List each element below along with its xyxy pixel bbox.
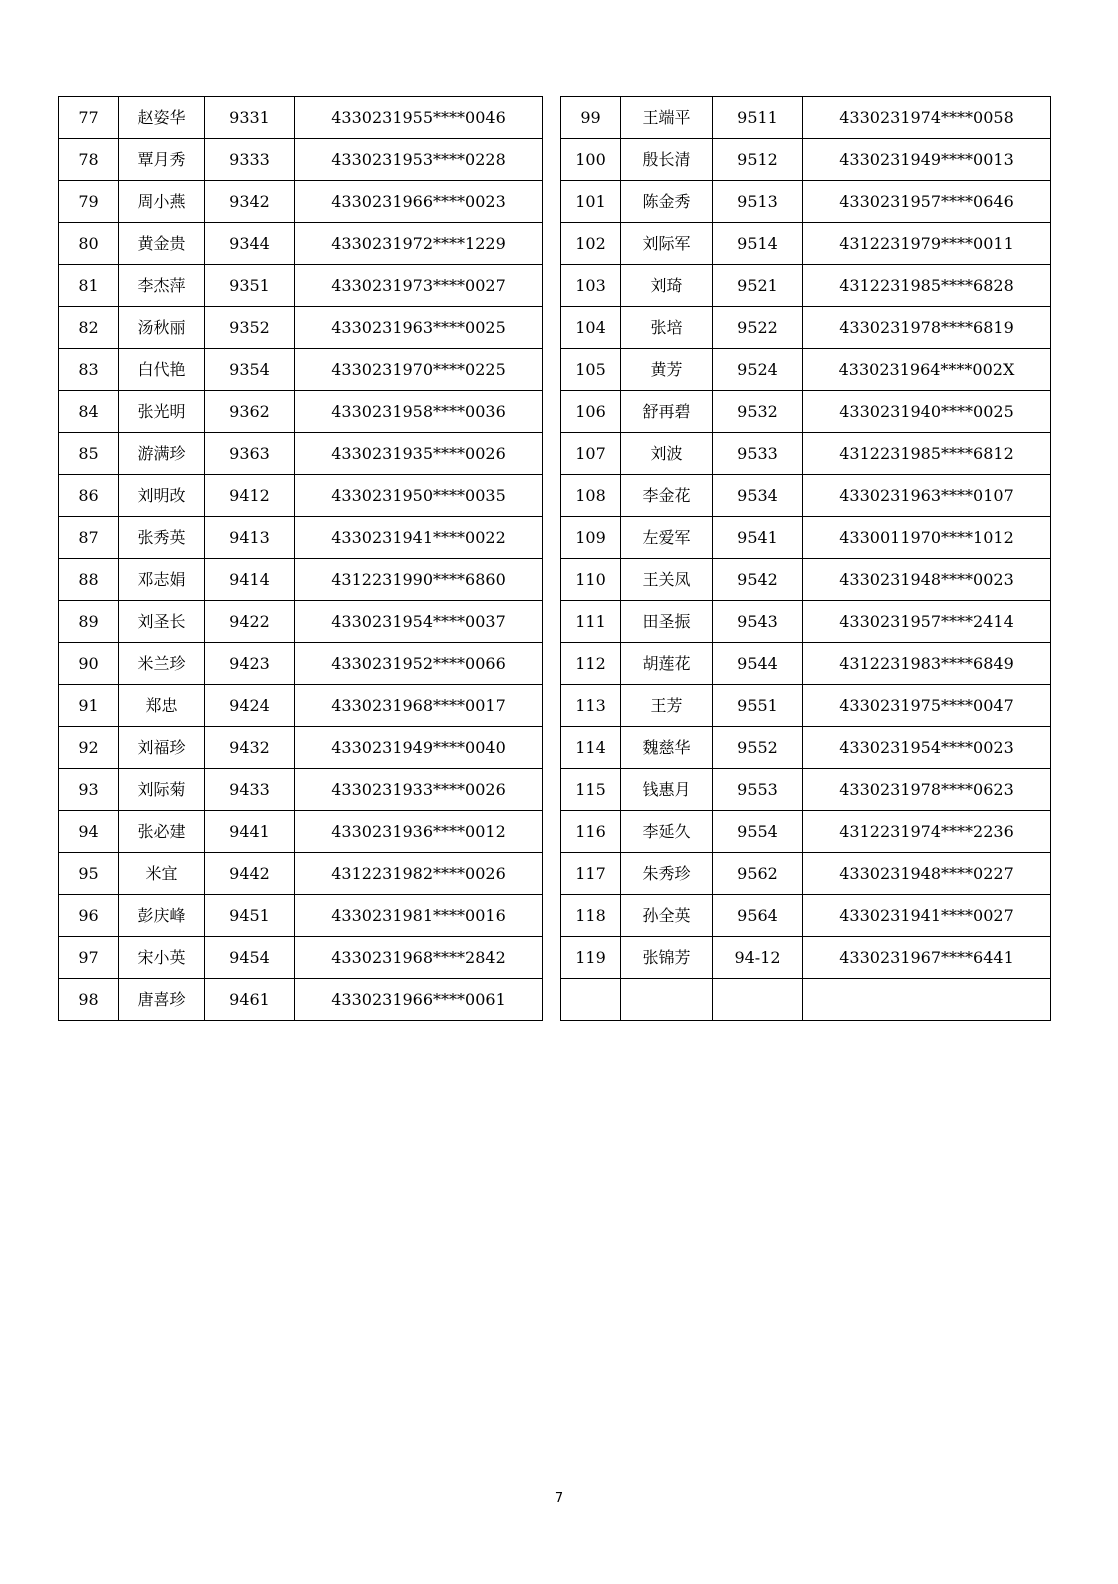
code-cell: 9414 xyxy=(205,559,295,601)
table-row xyxy=(59,349,543,391)
row-number-cell: 83 xyxy=(59,349,119,391)
table-row xyxy=(59,517,543,559)
table-row xyxy=(59,769,543,811)
code-cell: 9362 xyxy=(205,391,295,433)
code-cell: 9512 xyxy=(713,139,803,181)
table-row xyxy=(59,895,543,937)
row-number-cell: 93 xyxy=(59,769,119,811)
row-number-cell: 89 xyxy=(59,601,119,643)
name-cell: 胡莲花 xyxy=(621,643,713,685)
id-number-cell: 4330231964****002X xyxy=(803,349,1051,391)
code-cell: 9532 xyxy=(713,391,803,433)
table-row xyxy=(561,349,1051,391)
id-number-cell: 4330231952****0066 xyxy=(295,643,543,685)
table-row xyxy=(59,181,543,223)
name-cell: 殷长清 xyxy=(621,139,713,181)
code-cell: 9352 xyxy=(205,307,295,349)
name-cell: 舒再碧 xyxy=(621,391,713,433)
code-cell: 9333 xyxy=(205,139,295,181)
id-number-cell: 4330231941****0027 xyxy=(803,895,1051,937)
name-cell: 张锦芳 xyxy=(621,937,713,979)
name-cell: 朱秀珍 xyxy=(621,853,713,895)
name-cell: 黄金贵 xyxy=(119,223,205,265)
table-row xyxy=(561,601,1051,643)
name-cell: 郑忠 xyxy=(119,685,205,727)
name-cell: 游满珍 xyxy=(119,433,205,475)
name-cell: 米兰珍 xyxy=(119,643,205,685)
row-number-cell: 86 xyxy=(59,475,119,517)
code-cell: 9432 xyxy=(205,727,295,769)
table-row xyxy=(561,853,1051,895)
id-number-cell: 4312231985****6812 xyxy=(803,433,1051,475)
table-row xyxy=(59,601,543,643)
name-cell xyxy=(621,979,713,1021)
row-number-cell: 82 xyxy=(59,307,119,349)
row-number-cell: 87 xyxy=(59,517,119,559)
table-row xyxy=(561,979,1051,1021)
id-number-cell: 4312231982****0026 xyxy=(295,853,543,895)
code-cell: 9433 xyxy=(205,769,295,811)
row-number-cell: 95 xyxy=(59,853,119,895)
name-cell: 彭庆峰 xyxy=(119,895,205,937)
page-number: 7 xyxy=(554,1491,564,1506)
id-number-cell: 4330231970****0225 xyxy=(295,349,543,391)
code-cell: 9423 xyxy=(205,643,295,685)
name-cell: 张培 xyxy=(621,307,713,349)
id-number-cell: 4330231953****0228 xyxy=(295,139,543,181)
row-number-cell: 81 xyxy=(59,265,119,307)
id-number-cell: 4330231936****0012 xyxy=(295,811,543,853)
id-number-cell: 4330011970****1012 xyxy=(803,517,1051,559)
id-number-cell: 4330231957****0646 xyxy=(803,181,1051,223)
id-number-cell: 4330231963****0107 xyxy=(803,475,1051,517)
id-number-cell: 4330231963****0025 xyxy=(295,307,543,349)
id-number-cell: 4330231968****2842 xyxy=(295,937,543,979)
name-cell: 刘福珍 xyxy=(119,727,205,769)
row-number-cell: 80 xyxy=(59,223,119,265)
name-cell: 黄芳 xyxy=(621,349,713,391)
row-number-cell: 103 xyxy=(561,265,621,307)
table-row xyxy=(59,979,543,1021)
name-cell: 王芳 xyxy=(621,685,713,727)
id-number-cell xyxy=(803,979,1051,1021)
row-number-cell: 100 xyxy=(561,139,621,181)
name-cell: 米宜 xyxy=(119,853,205,895)
row-number-cell: 85 xyxy=(59,433,119,475)
code-cell: 9342 xyxy=(205,181,295,223)
code-cell: 9424 xyxy=(205,685,295,727)
row-number-cell: 113 xyxy=(561,685,621,727)
row-number-cell: 105 xyxy=(561,349,621,391)
name-cell: 白代艳 xyxy=(119,349,205,391)
code-cell: 9451 xyxy=(205,895,295,937)
id-number-cell: 4330231967****6441 xyxy=(803,937,1051,979)
row-number-cell: 98 xyxy=(59,979,119,1021)
name-cell: 邓志娟 xyxy=(119,559,205,601)
code-cell: 94-12 xyxy=(713,937,803,979)
roster-table-right xyxy=(560,96,1051,1021)
row-number-cell: 102 xyxy=(561,223,621,265)
code-cell: 9412 xyxy=(205,475,295,517)
name-cell: 刘际菊 xyxy=(119,769,205,811)
id-number-cell: 4330231975****0047 xyxy=(803,685,1051,727)
name-cell: 汤秋丽 xyxy=(119,307,205,349)
code-cell: 9344 xyxy=(205,223,295,265)
code-cell: 9544 xyxy=(713,643,803,685)
table-row xyxy=(561,517,1051,559)
id-number-cell: 4330231955****0046 xyxy=(295,97,543,139)
row-number-cell: 108 xyxy=(561,475,621,517)
row-number-cell: 94 xyxy=(59,811,119,853)
name-cell: 李金花 xyxy=(621,475,713,517)
table-row xyxy=(561,769,1051,811)
code-cell: 9522 xyxy=(713,307,803,349)
code-cell: 9562 xyxy=(713,853,803,895)
table-row xyxy=(59,559,543,601)
name-cell: 唐喜珍 xyxy=(119,979,205,1021)
name-cell: 李杰萍 xyxy=(119,265,205,307)
table-row xyxy=(561,685,1051,727)
table-row xyxy=(561,727,1051,769)
id-number-cell: 4330231940****0025 xyxy=(803,391,1051,433)
code-cell: 9422 xyxy=(205,601,295,643)
table-row xyxy=(561,559,1051,601)
code-cell: 9554 xyxy=(713,811,803,853)
roster-table-left xyxy=(58,96,543,1021)
code-cell: 9513 xyxy=(713,181,803,223)
table-row xyxy=(59,853,543,895)
name-cell: 孙全英 xyxy=(621,895,713,937)
table-row xyxy=(561,475,1051,517)
table-row xyxy=(561,181,1051,223)
table-row xyxy=(59,139,543,181)
name-cell: 钱惠月 xyxy=(621,769,713,811)
code-cell: 9331 xyxy=(205,97,295,139)
code-cell: 9511 xyxy=(713,97,803,139)
table-row xyxy=(561,97,1051,139)
code-cell: 9442 xyxy=(205,853,295,895)
table-row xyxy=(59,727,543,769)
row-number-cell: 114 xyxy=(561,727,621,769)
id-number-cell: 4330231948****0023 xyxy=(803,559,1051,601)
table-row xyxy=(561,937,1051,979)
name-cell: 刘际军 xyxy=(621,223,713,265)
row-number-cell: 78 xyxy=(59,139,119,181)
table-row xyxy=(59,97,543,139)
id-number-cell: 4330231981****0016 xyxy=(295,895,543,937)
code-cell: 9564 xyxy=(713,895,803,937)
code-cell: 9351 xyxy=(205,265,295,307)
name-cell: 陈金秀 xyxy=(621,181,713,223)
name-cell: 王端平 xyxy=(621,97,713,139)
table-row xyxy=(561,139,1051,181)
code-cell: 9551 xyxy=(713,685,803,727)
table-row xyxy=(59,307,543,349)
id-number-cell: 4330231973****0027 xyxy=(295,265,543,307)
id-number-cell: 4330231954****0037 xyxy=(295,601,543,643)
code-cell: 9534 xyxy=(713,475,803,517)
name-cell: 张光明 xyxy=(119,391,205,433)
id-number-cell: 4330231954****0023 xyxy=(803,727,1051,769)
table-row xyxy=(59,937,543,979)
id-number-cell: 4312231974****2236 xyxy=(803,811,1051,853)
row-number-cell: 104 xyxy=(561,307,621,349)
name-cell: 田圣振 xyxy=(621,601,713,643)
name-cell: 覃月秀 xyxy=(119,139,205,181)
table-row xyxy=(59,685,543,727)
id-number-cell: 4330231957****2414 xyxy=(803,601,1051,643)
id-number-cell: 4330231950****0035 xyxy=(295,475,543,517)
row-number-cell: 88 xyxy=(59,559,119,601)
code-cell: 9553 xyxy=(713,769,803,811)
id-number-cell: 4330231974****0058 xyxy=(803,97,1051,139)
table-row xyxy=(561,811,1051,853)
row-number-cell: 96 xyxy=(59,895,119,937)
id-number-cell: 4330231966****0023 xyxy=(295,181,543,223)
name-cell: 张必建 xyxy=(119,811,205,853)
id-number-cell: 4330231948****0227 xyxy=(803,853,1051,895)
row-number-cell: 99 xyxy=(561,97,621,139)
name-cell: 刘琦 xyxy=(621,265,713,307)
code-cell: 9521 xyxy=(713,265,803,307)
name-cell: 李延久 xyxy=(621,811,713,853)
table-row xyxy=(59,391,543,433)
table-row xyxy=(59,643,543,685)
table-row xyxy=(561,265,1051,307)
table-row xyxy=(561,391,1051,433)
id-number-cell: 4330231949****0040 xyxy=(295,727,543,769)
id-number-cell: 4330231935****0026 xyxy=(295,433,543,475)
id-number-cell: 4330231978****0623 xyxy=(803,769,1051,811)
table-row xyxy=(59,265,543,307)
id-number-cell: 4312231990****6860 xyxy=(295,559,543,601)
name-cell: 魏慈华 xyxy=(621,727,713,769)
code-cell: 9454 xyxy=(205,937,295,979)
name-cell: 张秀英 xyxy=(119,517,205,559)
row-number-cell: 118 xyxy=(561,895,621,937)
name-cell: 宋小英 xyxy=(119,937,205,979)
table-row xyxy=(59,433,543,475)
name-cell: 刘明改 xyxy=(119,475,205,517)
table-row xyxy=(561,307,1051,349)
code-cell: 9543 xyxy=(713,601,803,643)
code-cell: 9413 xyxy=(205,517,295,559)
id-number-cell: 4330231933****0026 xyxy=(295,769,543,811)
code-cell: 9441 xyxy=(205,811,295,853)
name-cell: 周小燕 xyxy=(119,181,205,223)
row-number-cell: 110 xyxy=(561,559,621,601)
id-number-cell: 4312231979****0011 xyxy=(803,223,1051,265)
row-number-cell: 90 xyxy=(59,643,119,685)
name-cell: 左爱军 xyxy=(621,517,713,559)
table-row xyxy=(561,895,1051,937)
row-number-cell: 77 xyxy=(59,97,119,139)
row-number-cell: 117 xyxy=(561,853,621,895)
id-number-cell: 4330231978****6819 xyxy=(803,307,1051,349)
code-cell: 9363 xyxy=(205,433,295,475)
id-number-cell: 4312231983****6849 xyxy=(803,643,1051,685)
table-row xyxy=(59,811,543,853)
row-number-cell: 109 xyxy=(561,517,621,559)
code-cell: 9541 xyxy=(713,517,803,559)
row-number-cell: 116 xyxy=(561,811,621,853)
table-row xyxy=(59,223,543,265)
code-cell: 9461 xyxy=(205,979,295,1021)
name-cell: 王关凤 xyxy=(621,559,713,601)
name-cell: 赵姿华 xyxy=(119,97,205,139)
table-row xyxy=(561,643,1051,685)
row-number-cell: 115 xyxy=(561,769,621,811)
row-number-cell xyxy=(561,979,621,1021)
row-number-cell: 106 xyxy=(561,391,621,433)
row-number-cell: 112 xyxy=(561,643,621,685)
code-cell: 9354 xyxy=(205,349,295,391)
row-number-cell: 91 xyxy=(59,685,119,727)
row-number-cell: 107 xyxy=(561,433,621,475)
code-cell xyxy=(713,979,803,1021)
id-number-cell: 4330231968****0017 xyxy=(295,685,543,727)
id-number-cell: 4330231941****0022 xyxy=(295,517,543,559)
id-number-cell: 4330231966****0061 xyxy=(295,979,543,1021)
row-number-cell: 97 xyxy=(59,937,119,979)
code-cell: 9542 xyxy=(713,559,803,601)
id-number-cell: 4330231972****1229 xyxy=(295,223,543,265)
row-number-cell: 111 xyxy=(561,601,621,643)
row-number-cell: 84 xyxy=(59,391,119,433)
table-row xyxy=(561,433,1051,475)
row-number-cell: 101 xyxy=(561,181,621,223)
code-cell: 9524 xyxy=(713,349,803,391)
name-cell: 刘圣长 xyxy=(119,601,205,643)
table-row xyxy=(59,475,543,517)
code-cell: 9514 xyxy=(713,223,803,265)
name-cell: 刘波 xyxy=(621,433,713,475)
table-row xyxy=(561,223,1051,265)
row-number-cell: 79 xyxy=(59,181,119,223)
id-number-cell: 4312231985****6828 xyxy=(803,265,1051,307)
code-cell: 9533 xyxy=(713,433,803,475)
row-number-cell: 92 xyxy=(59,727,119,769)
row-number-cell: 119 xyxy=(561,937,621,979)
id-number-cell: 4330231949****0013 xyxy=(803,139,1051,181)
code-cell: 9552 xyxy=(713,727,803,769)
id-number-cell: 4330231958****0036 xyxy=(295,391,543,433)
